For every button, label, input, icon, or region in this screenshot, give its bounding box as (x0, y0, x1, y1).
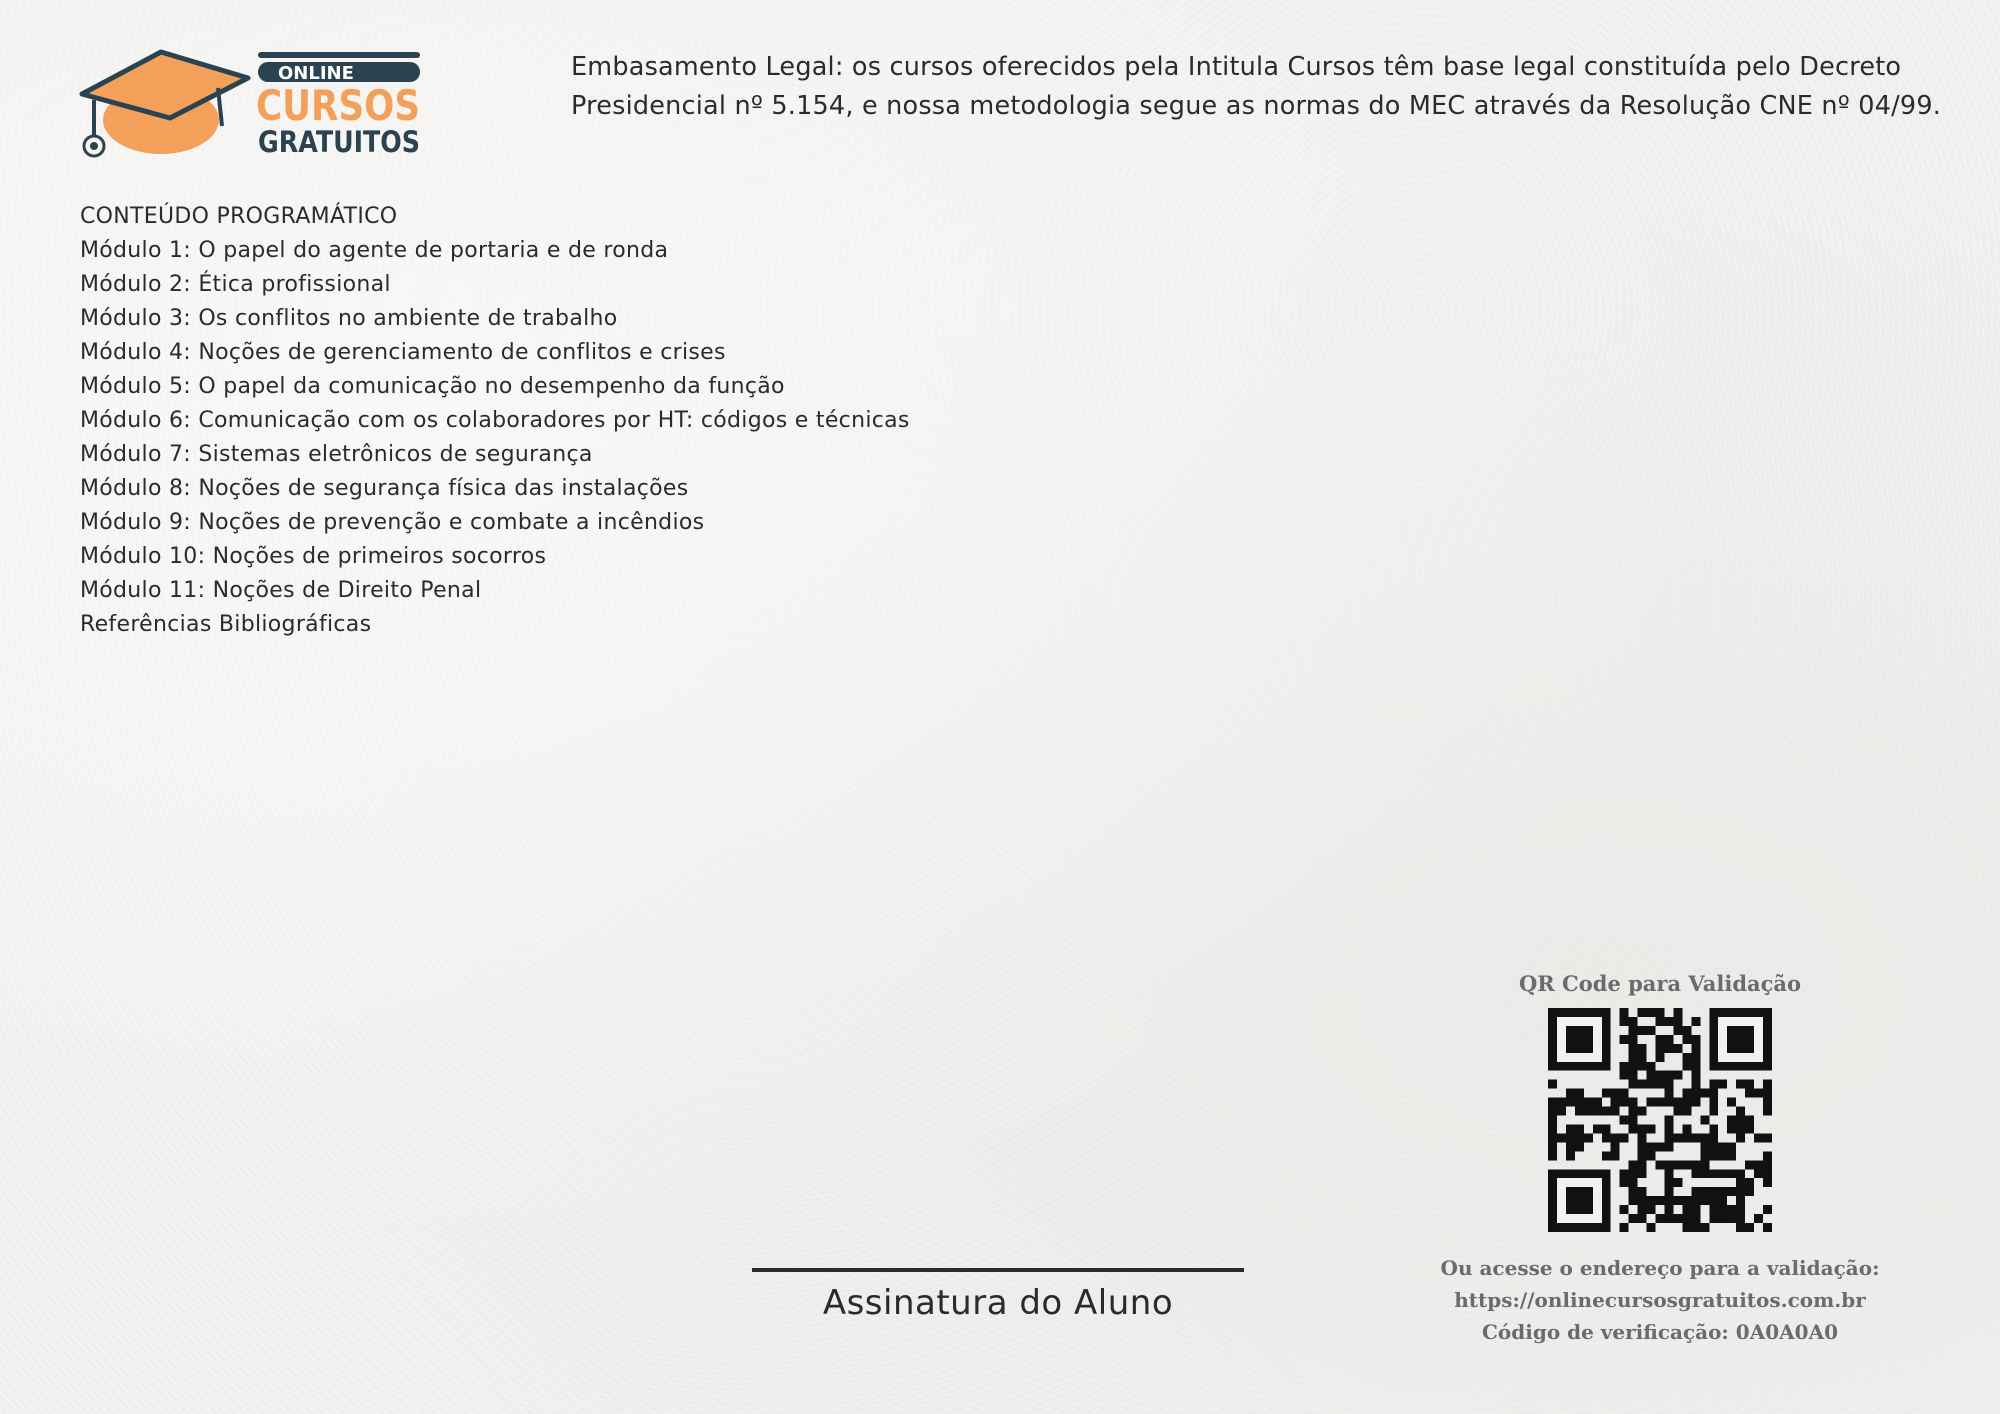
logo-gratuitos: GRATUITOS (258, 125, 420, 159)
list-item: Módulo 4: Noções de gerenciamento de conflitos e crises (80, 340, 726, 365)
verification-code: Código de verificação: 0A0A0A0 (1482, 1320, 1838, 1344)
list-item: Módulo 2: Ética profissional (80, 272, 391, 297)
validation-block (1380, 968, 1940, 1348)
list-item: Módulo 6: Comunicação com os colaboradores por HT: códigos e técnicas (80, 408, 910, 433)
qr-code[interactable] (1548, 1008, 1772, 1232)
legal-line-1: Embasamento Legal: os cursos oferecidos pela Intitula Cursos têm base legal constituída pelo Decreto (571, 52, 1902, 82)
list-item: Módulo 1: O papel do agente de portaria e de ronda (80, 238, 669, 263)
list-item: Módulo 11: Noções de Direito Penal (80, 578, 482, 603)
qr-title: QR Code para Validação (1518, 971, 1802, 996)
signature-line (752, 1268, 1244, 1272)
legal-basis (571, 48, 1966, 126)
validation-instructions: Ou acesse o endereço para a validação: (1440, 1256, 1880, 1280)
module-list (80, 234, 910, 642)
list-item: Módulo 9: Noções de prevenção e combate a incêndios (80, 510, 705, 535)
list-item: Módulo 10: Noções de primeiros socorros (80, 544, 547, 569)
list-item: Módulo 3: Os conflitos no ambiente de trabalho (80, 306, 618, 331)
list-item: Referências Bibliográficas (80, 612, 372, 637)
logo (78, 48, 428, 164)
signature-block (752, 1268, 1244, 1326)
logo-cursos: CURSOS (256, 81, 420, 130)
logo-online: ONLINE (278, 63, 354, 84)
legal-line-2: Presidencial nº 5.154, e nossa metodologia segue as normas do MEC através da Resolução CNE nº 04/99. (571, 91, 1942, 121)
signature-label: Assinatura do Aluno (822, 1283, 1174, 1323)
list-item: Módulo 7: Sistemas eletrônicos de segurança (80, 442, 593, 467)
list-item: Módulo 8: Noções de segurança física das instalações (80, 476, 689, 501)
program-content (80, 200, 910, 642)
validation-url[interactable]: https://onlinecursosgratuitos.com.br (1454, 1288, 1866, 1312)
list-item: Módulo 5: O papel da comunicação no desempenho da função (80, 374, 785, 399)
program-title: CONTEÚDO PROGRAMÁTICO (80, 204, 398, 229)
graduation-cap-icon (82, 52, 248, 156)
